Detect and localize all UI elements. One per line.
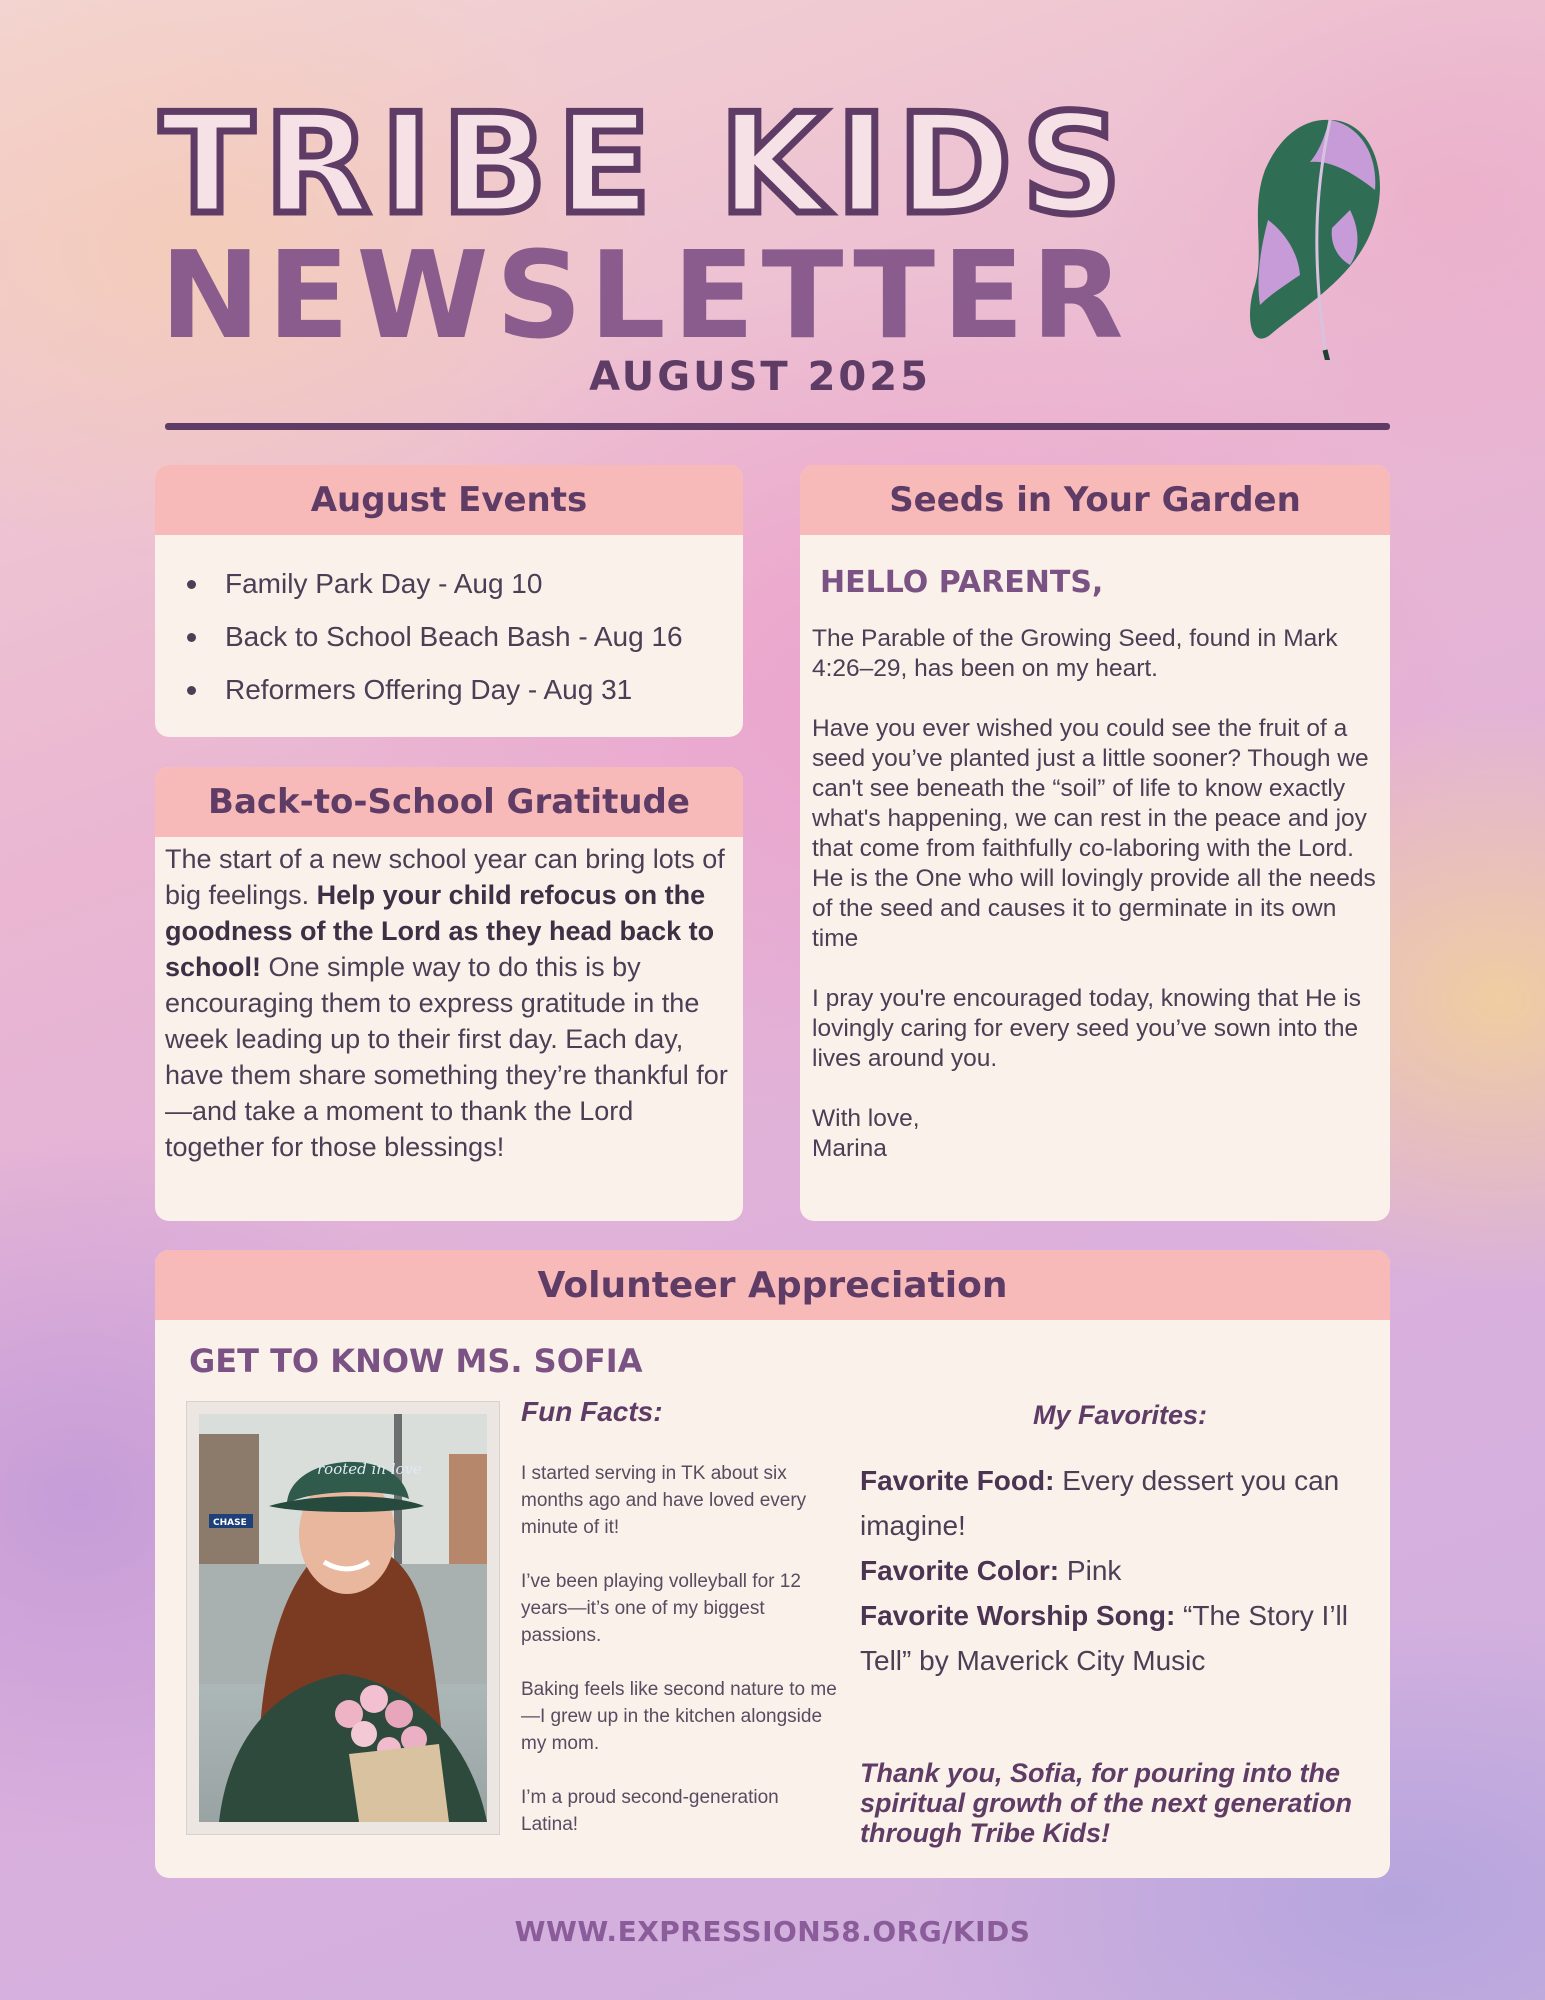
favorite-color [860,1548,1370,1593]
volunteer-photo [199,1414,487,1822]
favorite-value: Pink [1059,1555,1122,1586]
volunteer-photo-illustration [199,1414,487,1822]
volunteer-card [155,1250,1390,1878]
events-list [155,535,743,716]
seeds-paragraph: Have you ever wished you could see the fruit of a seed you’ve planted just a little sooner? Though we can't see beneath the “soil” of life to know exactly what's happening, we can rest in the peace and joy that come from faithfully co-laboring with the Lord. He is the One who will lovingly provide all the needs of the seed and causes it to germinate in its own time [812,715,1376,952]
favorites-title: My Favorites: [1032,1400,1208,1430]
seeds-closing-line: With love, [812,1105,920,1132]
svg-text:rooted in love: rooted in love [317,1460,422,1478]
favorite-food [860,1458,1370,1548]
favorite-label: Favorite Worship Song: [860,1600,1176,1631]
gratitude-text-intro: The start of a new school year can bring lots of big feelings. [165,844,725,910]
event-item: Back to School Beach Bash - Aug 16 [181,610,743,663]
fun-fact: Baking feels like second nature to me—I grew up in the kitchen alongside my mom. [521,1679,837,1754]
issue-date: AUGUST 2025 [589,354,931,400]
events-card [155,465,743,737]
events-heading: August Events [155,465,743,535]
fun-fact: I’ve been playing volleyball for 12 years—it’s one of my biggest passions. [521,1571,801,1646]
event-item: Reformers Offering Day - Aug 31 [181,663,743,716]
seeds-heading: Seeds in Your Garden [800,465,1390,535]
svg-text:CHASE: CHASE [213,1518,247,1528]
seeds-signature: Marina [812,1135,887,1162]
volunteer-thanks: Thank you, Sofia, for pouring into the spiritual growth of the next generation through Tribe Kids! [860,1758,1353,1848]
favorites-list [860,1458,1370,1683]
volunteer-subtitle: GET TO KNOW MS. SOFIA [189,1342,643,1380]
website-url[interactable]: WWW.EXPRESSION58.ORG/KIDS [514,1915,1031,1948]
gratitude-card [155,767,743,1221]
seeds-greeting: HELLO PARENTS, [820,565,1104,600]
favorite-value: Every dessert you can imagine! [860,1465,1340,1541]
gratitude-text-rest: One simple way to do this is by encouraging them to express gratitude in the week leading up to their first day. Each day, have them share something they’re thankful for—and take a moment to thank the Lord together for those blessings! [165,952,728,1162]
newsletter-title-line2: NEWSLETTER [160,227,1131,366]
fun-facts-title: Fun Facts: [521,1396,663,1427]
gratitude-text-emphasis: Help your child refocus on the goodness of the Lord as they head back to school! [165,880,715,982]
favorite-label: Favorite Color: [860,1555,1060,1586]
favorite-value: “The Story I’ll Tell” by Maverick City Music [860,1600,1348,1676]
gratitude-heading: Back-to-School Gratitude [155,767,743,837]
seeds-letter [800,600,1390,1164]
favorite-worship-song [860,1593,1370,1683]
seeds-paragraph: The Parable of the Growing Seed, found in Mark 4:26–29, has been on my heart. [812,625,1338,682]
gratitude-text [155,837,743,1165]
fun-fact: I started serving in TK about six months ago and have loved every minute of it! [521,1463,807,1538]
event-item: Family Park Day - Aug 10 [181,557,743,610]
volunteer-photo-frame [187,1402,499,1834]
seeds-closing [812,1104,1376,1164]
monstera-leaf-icon [1210,100,1390,360]
seeds-paragraph: I pray you're encouraged today, knowing that He is lovingly caring for every seed you’ve sown into the lives around you. [812,985,1361,1072]
header-divider [165,423,1390,430]
volunteer-heading: Volunteer Appreciation [155,1250,1390,1320]
seeds-card [800,465,1390,1221]
newsletter-title-line1: TRIBE KIDS [160,84,1132,245]
fun-fact: I’m a proud second-generation Latina! [521,1787,779,1835]
fun-facts-list [521,1460,841,1865]
favorite-label: Favorite Food: [860,1465,1055,1496]
